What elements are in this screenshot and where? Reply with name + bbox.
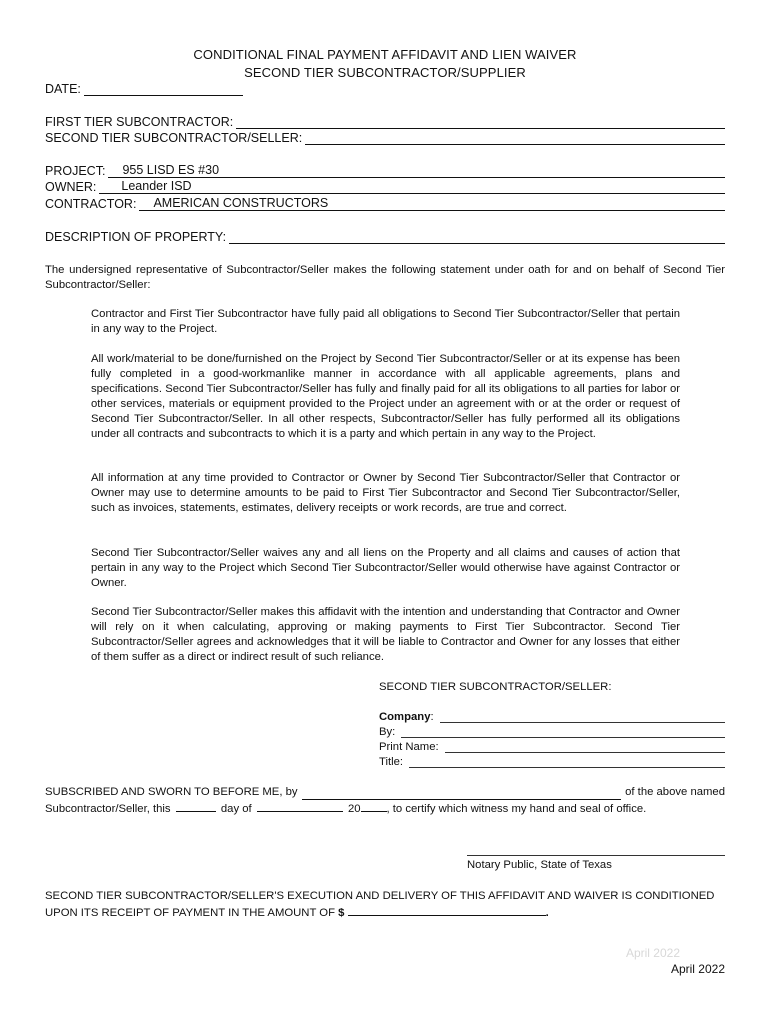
owner-row (45, 180, 725, 194)
sworn-statement (45, 784, 725, 817)
first-tier-field[interactable] (236, 115, 725, 129)
signature-heading: SECOND TIER SUBCONTRACTOR/SELLER: (379, 681, 612, 693)
document-subtitle: SECOND TIER SUBCONTRACTOR/SUPPLIER (244, 65, 526, 80)
by-row (379, 723, 725, 738)
print-name-field[interactable] (445, 741, 725, 753)
payment-condition-line2: UPON ITS RECEIPT OF PAYMENT IN THE AMOUNT OF (45, 907, 335, 919)
owner-value: Leander ISD (121, 179, 192, 193)
date-label: DATE: (45, 82, 81, 96)
paragraph-work-completed: All work/material to be done/furnished on the Project by Second Tier Subcontractor/Seller or at its expense has been fully completed in a good-workmanlike manner in accordance with all applicable agreements, plans and specifications. Second Tier Subcontractor/Seller has fully and finally paid for all its obligations to all parties for labor or other services, materials or equipment provided to the Project under an agreement with or at the order or request of Second Tier Subcontractor/Seller. In all other respects, Subcontractor/Seller has fully performed all its obligations under all contracts and subcontracts to which it is a party and which pertain in any way to the Project. (91, 353, 680, 440)
print-name-label: Print Name: (379, 741, 439, 753)
company-colon: : (430, 711, 434, 723)
company-row (379, 708, 725, 723)
sworn-month-field[interactable] (257, 800, 343, 812)
payment-amount-field[interactable] (348, 904, 546, 916)
date-field[interactable] (84, 82, 243, 96)
first-tier-row (45, 115, 725, 129)
sworn-year-field[interactable] (361, 800, 387, 812)
first-tier-label: FIRST TIER SUBCONTRACTOR: (45, 115, 234, 129)
signature-block (379, 681, 725, 768)
sworn-text-4: day of (220, 803, 252, 815)
date-row (45, 82, 243, 96)
contractor-row (45, 197, 725, 211)
sworn-text-2: of the above named (625, 786, 725, 798)
title-row (379, 753, 725, 768)
contractor-value: AMERICAN CONSTRUCTORS (153, 196, 329, 210)
owner-label: OWNER: (45, 180, 97, 194)
paragraph-lien-waiver: Second Tier Subcontractor/Seller waives any and all liens on the Property and all claims and causes of action that pertain in any way to the Project which Second Tier Subcontractor/Seller would otherwise have against Contractor or Owner. (91, 547, 680, 589)
notary-label: Notary Public, State of Texas (467, 859, 612, 871)
intro-paragraph: The undersigned representative of Subcontractor/Seller makes the following statement under oath for and on behalf of Second Tier Subcontractor/Seller: (45, 264, 725, 291)
paragraph-information-true: All information at any time provided to Contractor or Owner by Second Tier Subcontractor/Seller that Contractor or Owner may use to determine amounts to be paid to First Tier Subcontractor and Second Tier Subcontractor/Seller, such as invoices, statements, estimates, delivery receipts or work records, are true and correct. (91, 472, 680, 514)
print-name-row (379, 738, 725, 753)
sworn-text-5: 20 (347, 803, 361, 815)
payment-condition-line1: SECOND TIER SUBCONTRACTOR/SELLER'S EXECUTION AND DELIVERY OF THIS AFFIDAVIT AND WAIVER IS CONDITIONED (45, 890, 715, 902)
contractor-label: CONTRACTOR: (45, 197, 137, 211)
project-row (45, 164, 725, 178)
project-value: 955 LISD ES #30 (122, 163, 220, 177)
company-label: Company (379, 711, 431, 723)
sworn-by-field[interactable] (302, 788, 622, 800)
by-label: By: (379, 726, 396, 738)
payment-period: . (545, 907, 549, 919)
payment-condition (45, 888, 735, 921)
paragraph-reliance: Second Tier Subcontractor/Seller makes this affidavit with the intention and understanding that Contractor and Owner will rely on it when calculating, approving or making payments to First Tier Subcontractor. Second Tier Subcontractor/Seller agrees and acknowledges that it will be liable to Contractor and Owner for any losses that either of them suffer as a direct or indirect result of such reliance. (91, 606, 680, 663)
currency-symbol: $ (338, 907, 345, 919)
sworn-text-6: , to certify which witness my hand and seal of office. (386, 803, 647, 815)
title-label: Title: (379, 756, 404, 768)
document-title: CONDITIONAL FINAL PAYMENT AFFIDAVIT AND LIEN WAIVER (193, 47, 577, 62)
sworn-text-1: SUBSCRIBED AND SWORN TO BEFORE ME, by (45, 786, 298, 798)
notary-signature-field[interactable] (467, 855, 725, 856)
contractor-field[interactable] (139, 197, 725, 211)
second-tier-row (45, 131, 725, 145)
title-field[interactable] (409, 756, 725, 768)
description-row (45, 230, 725, 244)
description-field[interactable] (229, 230, 725, 244)
company-field[interactable] (440, 711, 725, 723)
description-label: DESCRIPTION OF PROPERTY: (45, 230, 227, 244)
owner-field[interactable] (99, 180, 725, 194)
sworn-day-field[interactable] (176, 800, 216, 812)
footer-date: April 2022 (670, 962, 725, 976)
paragraph-obligations-paid: Contractor and First Tier Subcontractor have fully paid all obligations to Second Tier Subcontractor/Seller that pertain in any way to the Project. (91, 308, 680, 335)
second-tier-field[interactable] (305, 131, 725, 145)
project-field[interactable] (108, 164, 725, 178)
sworn-text-3: Subcontractor/Seller, this (45, 803, 171, 815)
project-label: PROJECT: (45, 164, 106, 178)
footer-date-faint: April 2022 (625, 946, 680, 960)
by-field[interactable] (401, 726, 725, 738)
second-tier-label: SECOND TIER SUBCONTRACTOR/SELLER: (45, 131, 303, 145)
